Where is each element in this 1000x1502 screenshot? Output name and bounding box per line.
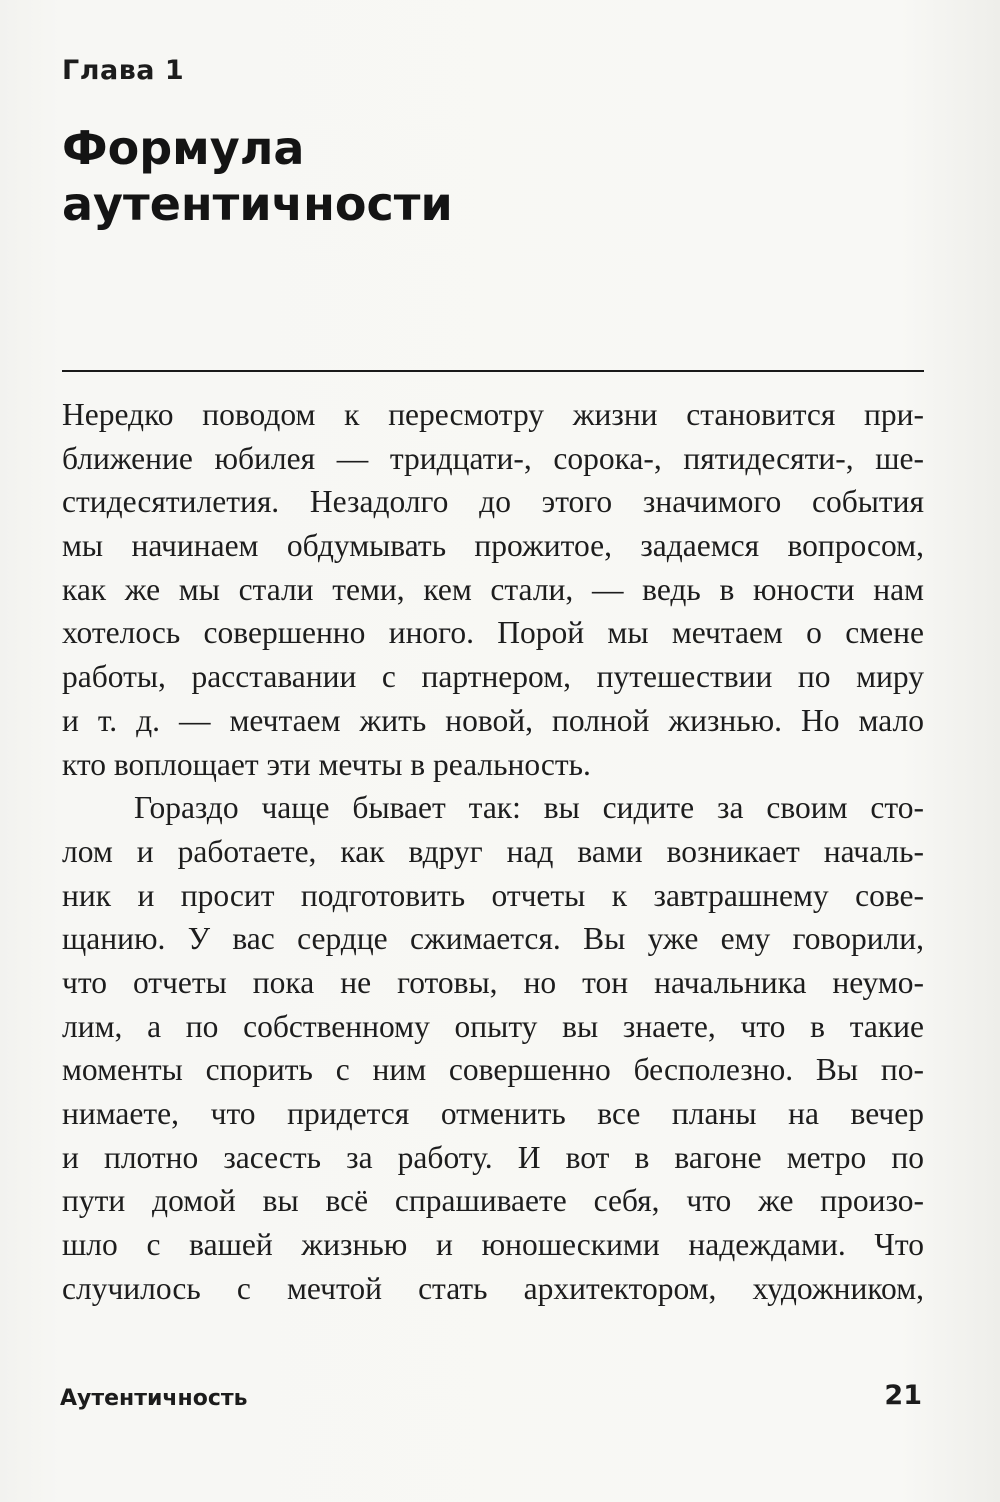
text-line: что отчеты пока не готовы, но тон начальника неумо- <box>62 964 924 1000</box>
paragraph <box>62 786 924 1310</box>
text-line: Нередко поводом к пересмотру жизни становится при- <box>62 397 924 432</box>
text-line: и плотно засесть за работу. И вот в вагоне метро по <box>62 1139 924 1175</box>
text-line: пути домой вы всё спрашиваете себя, что же произо- <box>62 1183 924 1219</box>
text-line: случилось с мечтой стать архитектором, художником, <box>62 1270 924 1306</box>
running-footer-title: Аутентичность <box>60 1386 248 1411</box>
text-line: Гораздо чаще бывает так: вы сидите за своим сто- <box>134 790 924 826</box>
text-line: кто воплощает эти мечты в реальность. <box>62 746 591 782</box>
text-line: шло с вашей жизнью и юношескими надеждами. Что <box>62 1227 924 1263</box>
chapter-title <box>62 120 662 232</box>
text-line: хотелось совершенно иного. Порой мы мечтаем о смене <box>62 615 924 651</box>
chapter-title-line: аутентичности <box>62 177 453 231</box>
text-line: работы, расставании с партнером, путешествии по миру <box>62 659 924 695</box>
chapter-label: Глава 1 <box>62 55 185 86</box>
chapter-title-line: Формула <box>62 121 305 175</box>
text-line: лим, а по собственному опыту вы знаете, что в такие <box>62 1008 924 1044</box>
text-line: и т. д. — мечтаем жить новой, полной жизнью. Но мало <box>62 702 924 738</box>
text-line: нимаете, что придется отменить все планы на вечер <box>62 1096 924 1131</box>
text-line: моменты спорить с ним совершенно бесполезно. Вы по- <box>62 1052 924 1088</box>
text-line: щанию. У вас сердце сжимается. Вы уже ему говорили, <box>62 921 924 957</box>
paragraph <box>62 393 924 786</box>
text-line: стидесятилетия. Незадолго до этого значимого события <box>62 484 924 520</box>
text-line: ник и просит подготовить отчеты к завтрашнему сове- <box>62 877 924 913</box>
text-line: лом и работаете, как вдруг над вами возникает началь- <box>62 833 924 869</box>
page-number: 21 <box>884 1380 922 1411</box>
text-line: мы начинаем обдумывать прожитое, задаемся вопросом, <box>62 528 924 564</box>
body-text <box>62 393 924 1310</box>
text-line: ближение юбилея — тридцати-, сорока-, пятидесяти-, ше- <box>62 440 924 476</box>
text-line: как же мы стали теми, кем стали, — ведь в юности нам <box>62 571 924 607</box>
section-divider <box>62 370 924 372</box>
